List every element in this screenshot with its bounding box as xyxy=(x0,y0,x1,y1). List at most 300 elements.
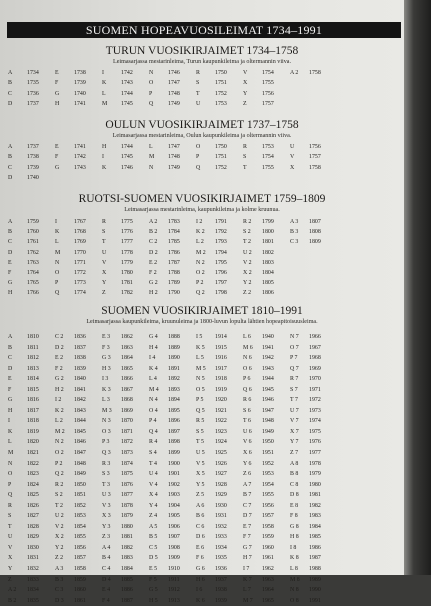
year-value: 1929 xyxy=(215,492,227,499)
year-letter-entry xyxy=(102,68,149,78)
year-letter: C 7 xyxy=(243,502,252,509)
year-letter: B 2 xyxy=(8,597,17,604)
year-letter-entry xyxy=(55,99,102,109)
year-value: 1762 xyxy=(27,249,39,256)
year-value: 1804 xyxy=(262,269,274,276)
year-letter: K 7 xyxy=(243,576,252,583)
year-letter: V xyxy=(243,70,248,76)
year-letter-entry xyxy=(102,99,149,109)
year-value: 1784 xyxy=(168,229,180,236)
year-letter-table-turku xyxy=(8,68,428,109)
year-value: 1898 xyxy=(168,439,180,446)
year-value: 1781 xyxy=(121,280,133,287)
year-value: 1899 xyxy=(168,450,180,457)
year-value: 1756 xyxy=(262,90,274,97)
year-value: 1755 xyxy=(262,164,274,171)
year-letter: I xyxy=(102,154,104,161)
year-letter-entry xyxy=(8,173,55,183)
year-letter-entry xyxy=(55,217,102,227)
year-value: 1883 xyxy=(121,555,133,562)
year-value: 1777 xyxy=(121,239,133,246)
year-value: 1875 xyxy=(121,471,133,478)
year-letter: K xyxy=(8,428,13,435)
year-value: 1746 xyxy=(168,70,180,76)
year-value: 1952 xyxy=(262,460,274,467)
year-value: 1744 xyxy=(121,144,133,150)
year-value: 1740 xyxy=(27,174,39,181)
year-letter-entry xyxy=(102,543,149,554)
year-value: 1800 xyxy=(262,229,274,236)
year-value: 1855 xyxy=(74,534,86,541)
year-value: 1945 xyxy=(262,386,274,393)
year-value: 1738 xyxy=(74,70,86,76)
year-value: 1823 xyxy=(27,471,39,478)
year-letter: I xyxy=(102,70,104,76)
year-letter: F 8 xyxy=(290,513,298,520)
year-letter: T 2 xyxy=(55,502,63,509)
year-letter-entry xyxy=(290,406,337,417)
section-title-suomi: SUOMEN VUOSIKIRJAIMET 1810–1991 xyxy=(101,305,303,317)
year-value: 1827 xyxy=(27,513,39,520)
year-letter: U 3 xyxy=(102,492,111,499)
year-letter: F xyxy=(55,80,59,87)
year-letter: Y 6 xyxy=(243,460,252,467)
year-letter: P xyxy=(196,154,200,161)
year-letter: V xyxy=(8,544,13,551)
year-letter-entry xyxy=(55,288,102,298)
year-letter: S 3 xyxy=(102,471,110,478)
year-value: 1741 xyxy=(74,100,86,107)
year-letter-entry xyxy=(290,469,337,480)
year-value: 1905 xyxy=(168,513,180,520)
year-value: 1918 xyxy=(215,376,227,383)
year-letter-entry xyxy=(196,469,243,480)
year-value: 1946 xyxy=(262,397,274,404)
year-letter: P 3 xyxy=(102,439,110,446)
year-letter: G 4 xyxy=(149,334,158,340)
year-letter: Q xyxy=(196,164,201,171)
year-letter-entry xyxy=(243,248,290,258)
year-letter-entry xyxy=(149,278,196,288)
year-letter-entry xyxy=(196,78,243,88)
year-letter-entry xyxy=(243,343,290,354)
year-letter: L xyxy=(55,239,59,246)
year-letter-entry xyxy=(102,553,149,564)
year-letter: R xyxy=(8,502,12,509)
year-letter: U 2 xyxy=(55,513,64,520)
year-letter-entry xyxy=(290,553,337,564)
year-letter: D 4 xyxy=(102,576,111,583)
year-letter: N 3 xyxy=(102,418,111,425)
year-letter-entry xyxy=(102,385,149,396)
year-letter: U xyxy=(290,144,295,150)
year-value: 1866 xyxy=(121,376,133,383)
year-letter: Q 6 xyxy=(243,386,252,393)
year-value: 1841 xyxy=(74,386,86,393)
year-value: 1742 xyxy=(121,70,133,76)
year-letter: S 6 xyxy=(243,407,251,414)
year-letter: Q 7 xyxy=(290,365,299,372)
year-letter-entry xyxy=(55,152,102,162)
year-letter-entry xyxy=(149,469,196,480)
year-letter-entry xyxy=(55,278,102,288)
year-letter-entry xyxy=(55,353,102,364)
year-letter: F xyxy=(8,386,12,393)
year-letter: A xyxy=(8,144,13,150)
year-letter-entry xyxy=(8,553,55,564)
year-letter-entry xyxy=(55,437,102,448)
year-value: 1882 xyxy=(121,544,133,551)
year-value: 1737 xyxy=(27,100,39,107)
year-value: 1849 xyxy=(74,471,86,478)
year-value: 1754 xyxy=(262,70,274,76)
year-letter-entry xyxy=(8,437,55,448)
year-letter-entry xyxy=(196,437,243,448)
year-letter: A xyxy=(8,219,13,225)
year-value: 1957 xyxy=(262,513,274,520)
year-letter-entry xyxy=(102,437,149,448)
year-value: 1835 xyxy=(27,597,39,604)
year-letter-entry xyxy=(8,278,55,288)
year-value: 1947 xyxy=(262,407,274,414)
year-value: 1940 xyxy=(262,334,274,340)
year-letter-entry xyxy=(290,374,337,385)
year-value: 1961 xyxy=(262,555,274,562)
year-letter-entry xyxy=(8,217,55,227)
year-value: 1745 xyxy=(121,154,133,161)
year-value: 1948 xyxy=(262,418,274,425)
year-letter-entry xyxy=(149,427,196,438)
year-value: 1754 xyxy=(262,154,274,161)
year-value: 1760 xyxy=(27,229,39,236)
year-letter: B 6 xyxy=(196,513,205,520)
year-letter: D xyxy=(8,249,13,256)
year-value: 1840 xyxy=(74,376,86,383)
year-letter: O 2 xyxy=(196,269,205,276)
year-value: 1909 xyxy=(168,555,180,562)
year-letter: Z xyxy=(8,576,12,583)
year-letter: S 2 xyxy=(243,229,251,236)
year-letter-entry xyxy=(243,385,290,396)
year-letter-entry xyxy=(196,596,243,606)
year-letter-entry xyxy=(290,448,337,459)
year-letter-entry xyxy=(196,459,243,470)
year-letter-entry xyxy=(55,237,102,247)
year-value: 1806 xyxy=(262,290,274,297)
year-letter: S 7 xyxy=(290,386,298,393)
year-value: 1908 xyxy=(168,544,180,551)
year-letter-entry xyxy=(55,163,102,173)
year-letter-entry xyxy=(196,480,243,491)
year-value: 1934 xyxy=(215,544,227,551)
year-letter-entry xyxy=(102,532,149,543)
year-letter: K xyxy=(102,164,107,171)
year-value: 1987 xyxy=(309,555,321,562)
year-value: 1767 xyxy=(74,219,86,225)
year-letter-entry xyxy=(149,596,196,606)
year-letter: C 6 xyxy=(196,523,205,530)
year-letter-entry xyxy=(243,353,290,364)
year-value: 1775 xyxy=(121,219,133,225)
year-value: 1985 xyxy=(309,534,321,541)
year-letter-entry xyxy=(196,511,243,522)
year-letter: C xyxy=(8,164,12,171)
year-letter: D xyxy=(8,365,13,372)
year-letter-entry xyxy=(290,217,337,227)
year-value: 1832 xyxy=(27,566,39,573)
year-letter: X xyxy=(8,555,13,562)
year-letter: I xyxy=(55,219,57,225)
year-letter: F 2 xyxy=(149,269,157,276)
year-letter: Y 7 xyxy=(290,439,299,446)
year-letter: K 2 xyxy=(196,229,205,236)
year-letter-entry xyxy=(8,448,55,459)
year-letter: B xyxy=(8,80,12,87)
year-letter: Y xyxy=(243,90,248,97)
year-letter: L 3 xyxy=(102,397,110,404)
year-value: 1981 xyxy=(309,492,321,499)
year-value: 1834 xyxy=(27,587,39,594)
year-letter-entry xyxy=(102,511,149,522)
year-letter-entry xyxy=(8,227,55,237)
year-letter: T 6 xyxy=(243,418,251,425)
year-value: 1850 xyxy=(74,481,86,488)
year-letter-entry xyxy=(8,89,55,99)
year-letter-entry xyxy=(243,237,290,247)
year-value: 1920 xyxy=(215,397,227,404)
year-letter-entry xyxy=(196,142,243,152)
year-value: 1887 xyxy=(121,597,133,604)
year-value: 1975 xyxy=(309,428,321,435)
section-subtitle-turku: Leimasarjassa mestarinleima, Turun kaupunkileima ja oltermannin viiva. xyxy=(112,59,292,65)
year-letter-entry xyxy=(243,469,290,480)
year-letter-entry xyxy=(149,459,196,470)
year-letter: M xyxy=(149,154,155,161)
year-letter: L 5 xyxy=(196,355,204,362)
year-letter: Y 2 xyxy=(243,280,252,287)
year-letter-entry xyxy=(243,89,290,99)
year-value: 1788 xyxy=(168,269,180,276)
year-value: 1917 xyxy=(215,365,227,372)
year-letter: S xyxy=(243,154,247,161)
year-letter-entry xyxy=(8,68,55,78)
year-letter: C 4 xyxy=(102,566,111,573)
year-letter-entry xyxy=(290,585,337,596)
year-letter-entry xyxy=(243,99,290,109)
year-letter-entry xyxy=(196,217,243,227)
year-letter: E 5 xyxy=(149,566,158,573)
year-letter: T 5 xyxy=(196,439,204,446)
year-letter-entry xyxy=(196,68,243,78)
year-letter-entry xyxy=(55,553,102,564)
year-value: 1938 xyxy=(215,587,227,594)
year-letter-entry xyxy=(55,427,102,438)
year-value: 1779 xyxy=(121,259,133,266)
year-letter: I 6 xyxy=(196,587,203,594)
year-value: 1741 xyxy=(74,144,86,150)
year-letter-entry xyxy=(8,459,55,470)
year-letter: N 8 xyxy=(290,587,299,594)
year-letter: B 4 xyxy=(102,555,111,562)
year-value: 1846 xyxy=(74,439,86,446)
year-letter-entry xyxy=(8,258,55,268)
year-value: 1989 xyxy=(309,576,321,583)
year-letter-entry xyxy=(196,258,243,268)
year-letter: C 5 xyxy=(149,544,158,551)
year-letter: V xyxy=(290,154,295,161)
year-letter-entry xyxy=(149,553,196,564)
year-letter: P xyxy=(8,481,12,488)
year-letter-entry xyxy=(196,585,243,596)
year-value: 1811 xyxy=(27,344,39,351)
year-letter: D 8 xyxy=(290,492,299,499)
year-letter: F xyxy=(8,269,12,276)
year-letter-entry xyxy=(8,99,55,109)
year-letter-entry xyxy=(102,469,149,480)
year-letter-entry xyxy=(149,385,196,396)
year-value: 1814 xyxy=(27,376,39,383)
year-letter: Y 2 xyxy=(55,544,64,551)
year-value: 1826 xyxy=(27,502,39,509)
year-letter: T xyxy=(243,164,247,171)
year-value: 1915 xyxy=(215,344,227,351)
year-value: 1856 xyxy=(74,544,86,551)
year-letter: N 6 xyxy=(243,355,252,362)
year-letter: C 3 xyxy=(55,587,64,594)
year-value: 1747 xyxy=(168,144,180,150)
year-letter-entry xyxy=(149,448,196,459)
year-letter: O 6 xyxy=(243,365,252,372)
year-value: 1979 xyxy=(309,471,321,478)
year-letter: S xyxy=(8,513,12,520)
year-letter: N 4 xyxy=(149,397,158,404)
year-value: 1895 xyxy=(168,407,180,414)
year-letter-entry xyxy=(8,585,55,596)
year-letter-entry xyxy=(196,268,243,278)
year-letter-entry xyxy=(102,142,149,152)
year-value: 1886 xyxy=(121,587,133,594)
year-letter-entry xyxy=(55,480,102,491)
year-letter: E 8 xyxy=(290,502,299,509)
year-letter: E 3 xyxy=(102,334,111,340)
year-letter: A 8 xyxy=(290,460,299,467)
year-value: 1739 xyxy=(74,80,86,87)
year-value: 1921 xyxy=(215,407,227,414)
year-letter: K 5 xyxy=(196,344,205,351)
year-letter: K xyxy=(55,229,60,236)
year-value: 1991 xyxy=(309,597,321,604)
year-letter-entry xyxy=(196,406,243,417)
year-value: 1833 xyxy=(27,576,39,583)
year-letter-entry xyxy=(8,543,55,554)
year-letter: A xyxy=(8,334,13,340)
year-letter-entry xyxy=(8,332,55,343)
year-letter-entry xyxy=(196,575,243,586)
year-value: 1813 xyxy=(27,365,39,372)
year-value: 1751 xyxy=(215,80,227,87)
year-value: 1937 xyxy=(215,576,227,583)
year-letter: Z 7 xyxy=(290,450,299,457)
year-value: 1758 xyxy=(309,164,321,171)
year-letter: Y xyxy=(8,566,13,573)
year-letter: X xyxy=(243,80,248,87)
year-letter-entry xyxy=(55,248,102,258)
year-letter-entry xyxy=(102,480,149,491)
year-value: 1932 xyxy=(215,523,227,530)
year-value: 1879 xyxy=(121,513,133,520)
year-value: 1959 xyxy=(262,534,274,541)
year-letter: C 2 xyxy=(149,239,158,246)
year-letter-table-suomi xyxy=(8,332,428,606)
year-letter-entry xyxy=(102,152,149,162)
year-letter: X 7 xyxy=(290,428,299,435)
year-value: 1962 xyxy=(262,566,274,573)
year-letter-entry xyxy=(149,406,196,417)
year-value: 1960 xyxy=(262,544,274,551)
year-letter-entry xyxy=(55,416,102,427)
year-letter-entry xyxy=(149,217,196,227)
year-letter-entry xyxy=(243,501,290,512)
year-value: 1798 xyxy=(215,290,227,297)
year-letter: R 2 xyxy=(55,481,64,488)
year-letter-entry xyxy=(8,416,55,427)
year-value: 1942 xyxy=(262,355,274,362)
year-letter: H 6 xyxy=(196,576,205,583)
year-value: 1753 xyxy=(262,144,274,150)
year-letter: O xyxy=(149,80,154,87)
year-letter: B xyxy=(8,154,12,161)
year-letter: F 5 xyxy=(149,576,157,583)
year-letter: P 2 xyxy=(55,460,63,467)
year-value: 1880 xyxy=(121,523,133,530)
year-value: 1797 xyxy=(215,280,227,287)
year-value: 1877 xyxy=(121,492,133,499)
year-value: 1968 xyxy=(309,355,321,362)
year-value: 1778 xyxy=(121,249,133,256)
year-letter: L 4 xyxy=(149,376,157,383)
year-letter: V 2 xyxy=(243,259,252,266)
year-letter: H 7 xyxy=(243,555,252,562)
year-letter: X 4 xyxy=(149,492,158,499)
year-letter: L xyxy=(8,439,12,446)
year-value: 1916 xyxy=(215,355,227,362)
year-letter-entry xyxy=(243,288,290,298)
year-letter-table-oulu xyxy=(8,142,428,183)
year-letter: F 4 xyxy=(102,597,110,604)
year-letter-entry xyxy=(290,385,337,396)
year-letter-entry xyxy=(102,459,149,470)
year-letter-entry xyxy=(149,332,196,343)
year-value: 1792 xyxy=(215,229,227,236)
year-letter-entry xyxy=(243,585,290,596)
year-value: 1953 xyxy=(262,471,274,478)
year-letter: E xyxy=(8,376,12,383)
year-letter: B xyxy=(8,229,12,236)
year-value: 1904 xyxy=(168,502,180,509)
year-value: 1865 xyxy=(121,365,133,372)
section-title-oulu: OULUN VUOSIKIRJAIMET 1737–1758 xyxy=(105,119,299,131)
year-value: 1972 xyxy=(309,397,321,404)
year-letter-entry xyxy=(102,395,149,406)
year-letter-entry xyxy=(243,152,290,162)
year-letter: B xyxy=(8,344,12,351)
year-letter-entry xyxy=(102,227,149,237)
year-letter-entry xyxy=(196,416,243,427)
year-letter: Z 2 xyxy=(55,555,64,562)
year-value: 1752 xyxy=(215,164,227,171)
year-value: 1912 xyxy=(168,587,180,594)
year-value: 1862 xyxy=(121,334,133,340)
